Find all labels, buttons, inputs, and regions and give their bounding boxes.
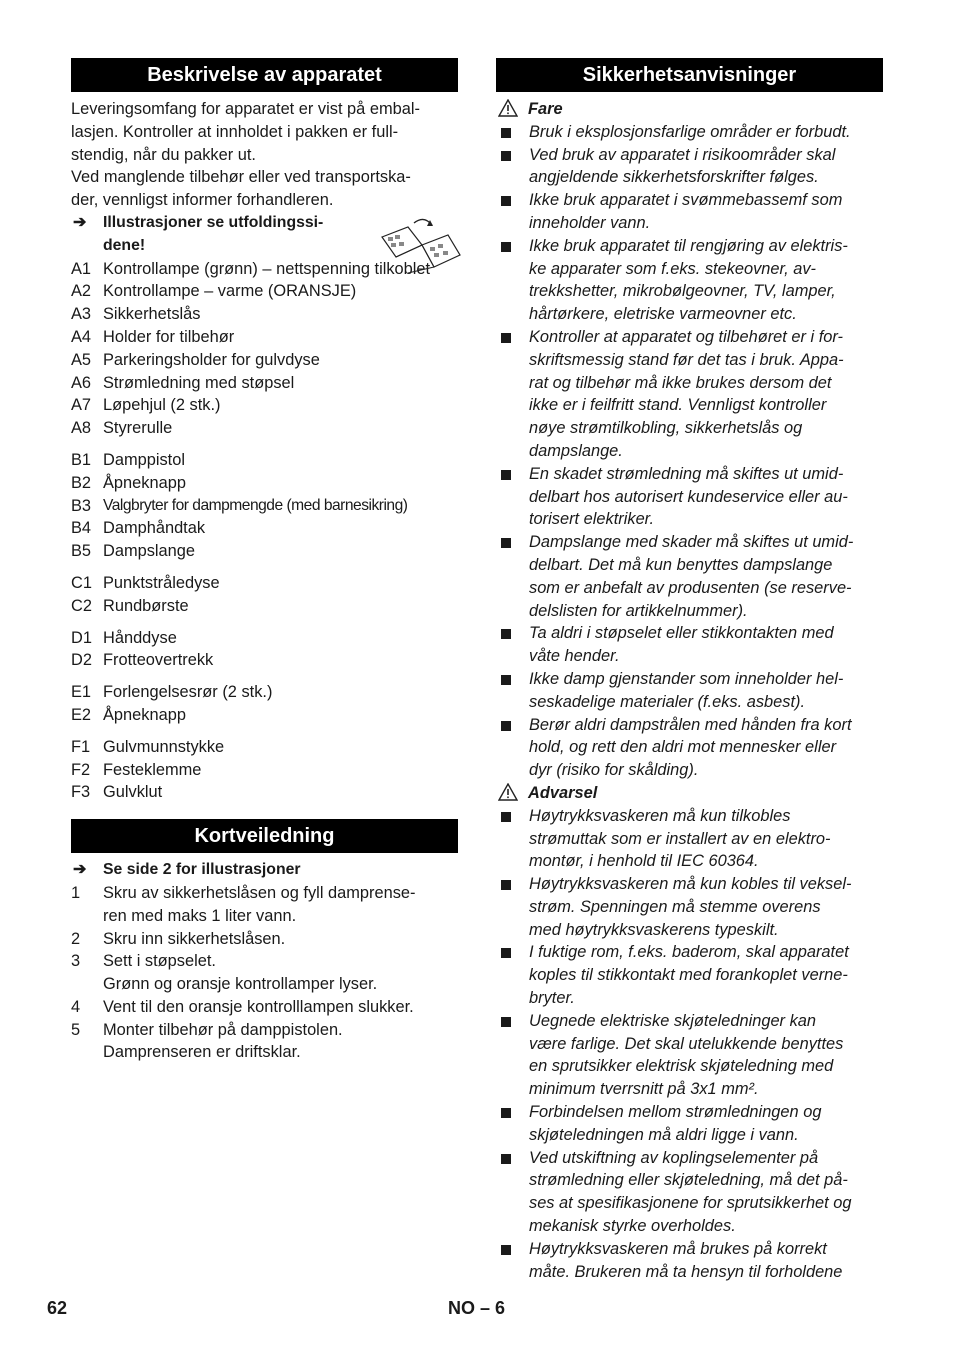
bullet-item: Ikke bruk apparatet i svømmebassemf som inneholder vann. xyxy=(496,189,883,235)
square-bullet-icon xyxy=(501,151,511,161)
item-key: F2 xyxy=(71,760,91,779)
item-key: A7 xyxy=(71,396,92,415)
square-bullet-icon xyxy=(501,196,511,206)
item-label: Strømledning med støpsel xyxy=(103,373,295,392)
illustration-note: ➔ Illustrasjoner se utfoldingssi- dene! xyxy=(73,213,324,254)
item-label: Hånddyse xyxy=(103,628,177,647)
step-item xyxy=(71,928,458,951)
item-label: Sikkerhetslås xyxy=(103,305,201,324)
list-item xyxy=(71,572,458,595)
step-text: Monter tilbehør på damppistolen. Damprenseren er driftsklar. xyxy=(103,1020,343,1062)
list-item xyxy=(71,326,458,349)
right-column xyxy=(496,58,883,1283)
bullet-item: Høytrykksvaskeren må kun tilkobles strømuttak som er installert av en elektro- montør, i henhold til IEC 60364. xyxy=(496,805,883,873)
foldout-pages-icon xyxy=(378,215,462,273)
list-item xyxy=(71,472,458,495)
item-key: B5 xyxy=(71,542,92,561)
page-code: NO – 6 xyxy=(448,1298,506,1318)
item-label: Forlengelsesrør (2 stk.) xyxy=(103,683,273,702)
group-gap xyxy=(71,440,458,449)
bullet-item: Ta aldri i støpselet eller stikkontakten med våte hender. xyxy=(496,622,883,668)
item-label: Festeklemme xyxy=(103,760,202,779)
bullet-item: I fuktige rom, f.eks. baderom, skal apparatet koples til stikkontakt med forankoplet verne- bryter. xyxy=(496,941,883,1009)
item-key: C1 xyxy=(71,573,92,592)
item-label: Rundbørste xyxy=(103,596,189,615)
item-key: D2 xyxy=(71,651,92,670)
warning-list xyxy=(496,805,883,1284)
right-arrow-icon: ➔ xyxy=(73,861,87,879)
list-item xyxy=(71,349,458,372)
item-label: Damppistol xyxy=(103,450,185,469)
item-key: B3 xyxy=(71,496,92,515)
item-label: Damphåndtak xyxy=(103,519,206,538)
square-bullet-icon xyxy=(501,812,511,822)
item-label: Valgbryter for dampmengde (med barnesikring) xyxy=(103,496,408,514)
item-label: Gulvklut xyxy=(103,783,163,802)
list-item xyxy=(71,449,458,472)
section-heading-quickguide: Kortveiledning xyxy=(71,819,458,853)
square-bullet-icon xyxy=(501,333,511,343)
list-item xyxy=(71,627,458,650)
square-bullet-icon xyxy=(501,880,511,890)
list-item xyxy=(71,495,458,518)
item-label: Dampslange xyxy=(103,542,196,561)
item-key: A2 xyxy=(71,282,92,301)
item-key: A3 xyxy=(71,305,92,324)
step-text: Skru av sikkerhetslåsen og fyll damprense- ren med maks 1 liter vann. xyxy=(103,883,416,925)
bullet-item: Kontroller at apparatet og tilbehøret er i for- skriftsmessig stand før det tas i bruk. Appa- rat og tilbehør må ikke brukes dersom det ikke er i feilfritt stand. Vennligst kontroller nøye strømtilkobling, sikkerhetslås og dampslange. xyxy=(496,326,883,463)
list-item xyxy=(71,540,458,563)
list-item xyxy=(71,394,458,417)
group-gap xyxy=(71,563,458,572)
list-item xyxy=(71,303,458,326)
item-key: B1 xyxy=(71,450,92,469)
square-bullet-icon xyxy=(501,1245,511,1255)
section-heading-safety: Sikkerhetsanvisninger xyxy=(496,58,883,92)
item-label: Styrerulle xyxy=(103,419,173,438)
danger-label: Fare xyxy=(496,98,883,121)
item-label: Løpehjul (2 stk.) xyxy=(103,396,221,415)
item-key: D1 xyxy=(71,628,92,647)
list-item xyxy=(71,649,458,672)
bullet-item: Bruk i eksplosjonsfarlige områder er forbudt. xyxy=(496,121,883,144)
intro-paragraph: Leveringsomfang for apparatet er vist på embal- lasjen. Kontroller at innholdet i pakken er full- stendig, når du pakker ut. Ved manglende tilbehør eller ved transportska- der, vennligst informer forhandleren. xyxy=(71,100,420,210)
item-label: Kontrollampe – varme (ORANSJE) xyxy=(103,282,357,301)
item-key: A8 xyxy=(71,419,92,438)
left-column xyxy=(71,58,458,1064)
item-key: E2 xyxy=(71,705,92,724)
step-number: 1 xyxy=(71,883,81,902)
square-bullet-icon xyxy=(501,629,511,639)
bullet-item: Forbindelsen mellom strømledningen og skjøteledningen må aldri ligge i vann. xyxy=(496,1101,883,1147)
item-label: Gulvmunnstykke xyxy=(103,737,225,756)
list-item xyxy=(71,681,458,704)
step-number: 4 xyxy=(71,997,81,1016)
group-gap xyxy=(71,672,458,681)
item-key: A5 xyxy=(71,350,92,369)
square-bullet-icon xyxy=(501,675,511,685)
group-gap xyxy=(71,618,458,627)
bullet-item: Ved utskiftning av koplingselementer på strømledning eller skjøteledning, må det på- ses at spesifikasjonene for sprutsikkerhet og mekanisk styrke overholdes. xyxy=(496,1147,883,1238)
item-key: C2 xyxy=(71,596,92,615)
list-item xyxy=(71,517,458,540)
item-key: A4 xyxy=(71,327,92,346)
bullet-item: Uegnede elektriske skjøteledninger kan være farlige. Det skal utelukkende benyttes en sprutsikker elektrisk skjøteledning med minimum tverrsnitt på 3x1 mm². xyxy=(496,1010,883,1101)
item-label: Punktstråledyse xyxy=(103,573,220,592)
square-bullet-icon xyxy=(501,538,511,548)
step-number: 3 xyxy=(71,952,81,971)
bullet-item: Ikke bruk apparatet til rengjøring av elektris- ke apparater som f.eks. stekeovner, av- trekkshetter, mikrobølgeovner, TV, lamper, hårtørkere, eletriske varmeovner etc. xyxy=(496,235,883,326)
danger-list xyxy=(496,121,883,782)
item-label: Frotteovertrekk xyxy=(103,651,214,670)
item-label: Åpneknapp xyxy=(103,705,186,724)
step-item xyxy=(71,882,458,928)
item-key: E1 xyxy=(71,683,92,702)
step-number: 2 xyxy=(71,929,81,948)
item-key: F1 xyxy=(71,737,91,756)
page-number: 62 xyxy=(47,1298,68,1318)
square-bullet-icon xyxy=(501,1154,511,1164)
step-text: Sett i støpselet. Grønn og oransje kontrollamper lyser. xyxy=(103,952,378,994)
square-bullet-icon xyxy=(501,1108,511,1118)
item-key: B4 xyxy=(71,519,92,538)
square-bullet-icon xyxy=(501,721,511,731)
list-item xyxy=(71,417,458,440)
list-item xyxy=(71,736,458,759)
bullet-item: Dampslange med skader må skiftes ut umid- delbart. Det må kun benyttes dampslange som er anbefalt av produsenten (se reserve- delslisten for artikkelnummer). xyxy=(496,531,883,622)
square-bullet-icon xyxy=(501,948,511,958)
step-number: 5 xyxy=(71,1020,81,1039)
bullet-item: En skadet strømledning må skiftes ut umid- delbart hos autorisert kundeservice eller au- torisert elektriker. xyxy=(496,463,883,531)
quickguide-note: ➔ Se side 2 for illustrasjoner xyxy=(71,859,458,882)
step-item xyxy=(71,1019,458,1065)
bullet-item: Ved bruk av apparatet i risikoområder skal angjeldende sikkerhetsforskrifter følges. xyxy=(496,144,883,190)
item-key: A1 xyxy=(71,259,92,278)
square-bullet-icon xyxy=(501,242,511,252)
section-heading-description: Beskrivelse av apparatet xyxy=(71,58,458,92)
square-bullet-icon xyxy=(501,128,511,138)
warning-label: Advarsel xyxy=(496,782,883,805)
step-item xyxy=(71,996,458,1019)
square-bullet-icon xyxy=(501,470,511,480)
list-item xyxy=(71,280,458,303)
warning-triangle-icon xyxy=(498,99,518,117)
item-key: A6 xyxy=(71,373,92,392)
item-label: Holder for tilbehør xyxy=(103,327,235,346)
group-gap xyxy=(71,727,458,736)
right-arrow-icon: ➔ xyxy=(73,213,87,231)
bullet-item: Ikke damp gjenstander som inneholder hel- seskadelige materialer (f.eks. asbest). xyxy=(496,668,883,714)
list-item xyxy=(71,704,458,727)
steps-list xyxy=(71,882,458,1064)
step-item xyxy=(71,950,458,996)
list-item xyxy=(71,781,458,804)
warning-triangle-icon xyxy=(498,783,518,801)
list-item xyxy=(71,372,458,395)
item-key: B2 xyxy=(71,473,92,492)
item-key: F3 xyxy=(71,783,91,802)
list-item xyxy=(71,595,458,618)
parts-list xyxy=(71,258,458,805)
item-label: Parkeringsholder for gulvdyse xyxy=(103,350,320,369)
list-item xyxy=(71,759,458,782)
bullet-item: Høytrykksvaskeren må brukes på korrekt måte. Brukeren må ta hensyn til forholdene xyxy=(496,1238,883,1284)
bullet-item: Høytrykksvaskeren må kun kobles til veksel- strøm. Spenningen må stemme overens med høytrykksvaskerens typeskilt. xyxy=(496,873,883,941)
item-label: Kontrollampe (grønn) – nettspenning tilkoblet xyxy=(103,259,431,278)
square-bullet-icon xyxy=(501,1017,511,1027)
step-text: Vent til den oransje kontrolllampen slukker. xyxy=(103,997,414,1016)
bullet-item: Berør aldri dampstrålen med hånden fra kort hold, og rett den aldri mot mennesker eller dyr (risiko for skålding). xyxy=(496,714,883,782)
item-label: Åpneknapp xyxy=(103,473,186,492)
step-text: Skru inn sikkerhetslåsen. xyxy=(103,929,286,948)
